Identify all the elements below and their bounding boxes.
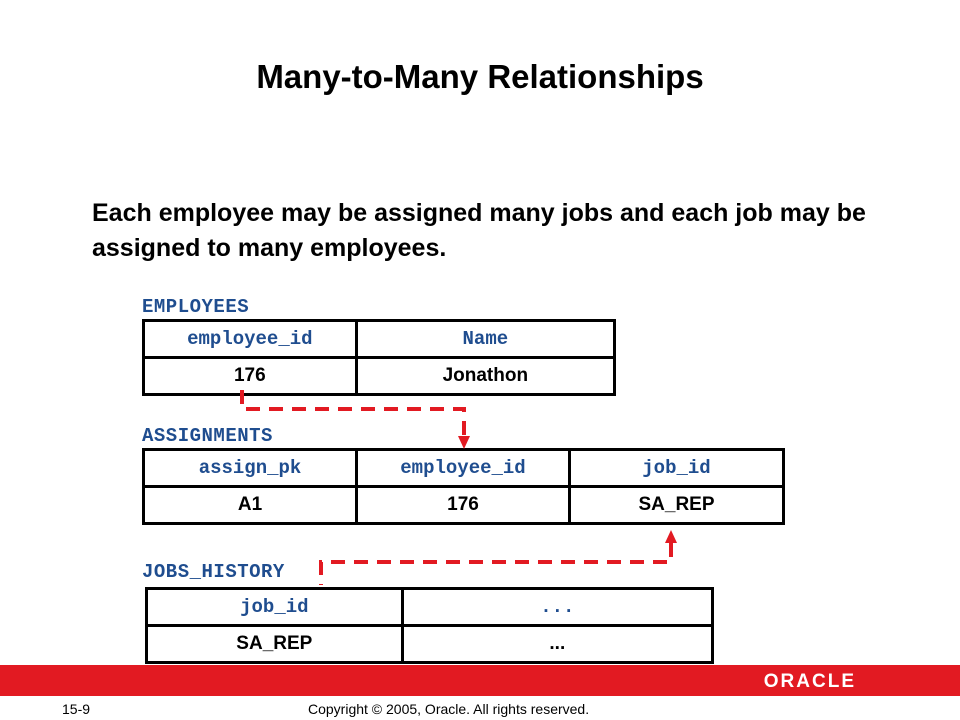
slide-title: Many-to-Many Relationships: [256, 58, 704, 95]
employees-to-assignments-connector: [242, 390, 464, 436]
assignments-table-label: ASSIGNMENTS: [142, 425, 273, 447]
assignments-cell-employee-id: 176: [358, 488, 571, 522]
jobs-history-cell-job-id: SA_REP: [148, 627, 404, 661]
employees-cell-employee-id: 176: [145, 359, 358, 393]
copyright-text: Copyright © 2005, Oracle. All rights reserved.: [308, 701, 590, 717]
jobs-history-to-assignments-connector: [321, 543, 671, 585]
assignments-header-job-id: job_id: [571, 451, 785, 485]
employees-cell-name: Jonathon: [358, 359, 616, 393]
description-text: Each employee may be assigned many jobs and each job may be assigned to many employees.: [92, 199, 866, 262]
assignments-header-employee-id: employee_id: [358, 451, 571, 485]
employees-table-label: EMPLOYEES: [142, 296, 250, 318]
jobs-history-header-ellipsis: ...: [404, 590, 714, 624]
assignments-header-assign-pk: assign_pk: [145, 451, 358, 485]
jobs-history-to-assignments-arrowhead: [665, 530, 677, 543]
assignments-cell-job-id: SA_REP: [571, 488, 785, 522]
employees-header-name: Name: [358, 322, 616, 356]
slide-number: 15-9: [62, 701, 91, 717]
oracle-logo: ORACLE: [763, 671, 856, 692]
employees-header-employee-id: employee_id: [145, 322, 358, 356]
employees-to-assignments-arrowhead: [458, 436, 470, 449]
assignments-cell-assign-pk: A1: [145, 488, 358, 522]
jobs-history-cell-ellipsis: ...: [404, 627, 714, 661]
jobs-history-header-job-id: job_id: [148, 590, 404, 624]
jobs-history-table-label: JOBS_HISTORY: [142, 561, 285, 583]
